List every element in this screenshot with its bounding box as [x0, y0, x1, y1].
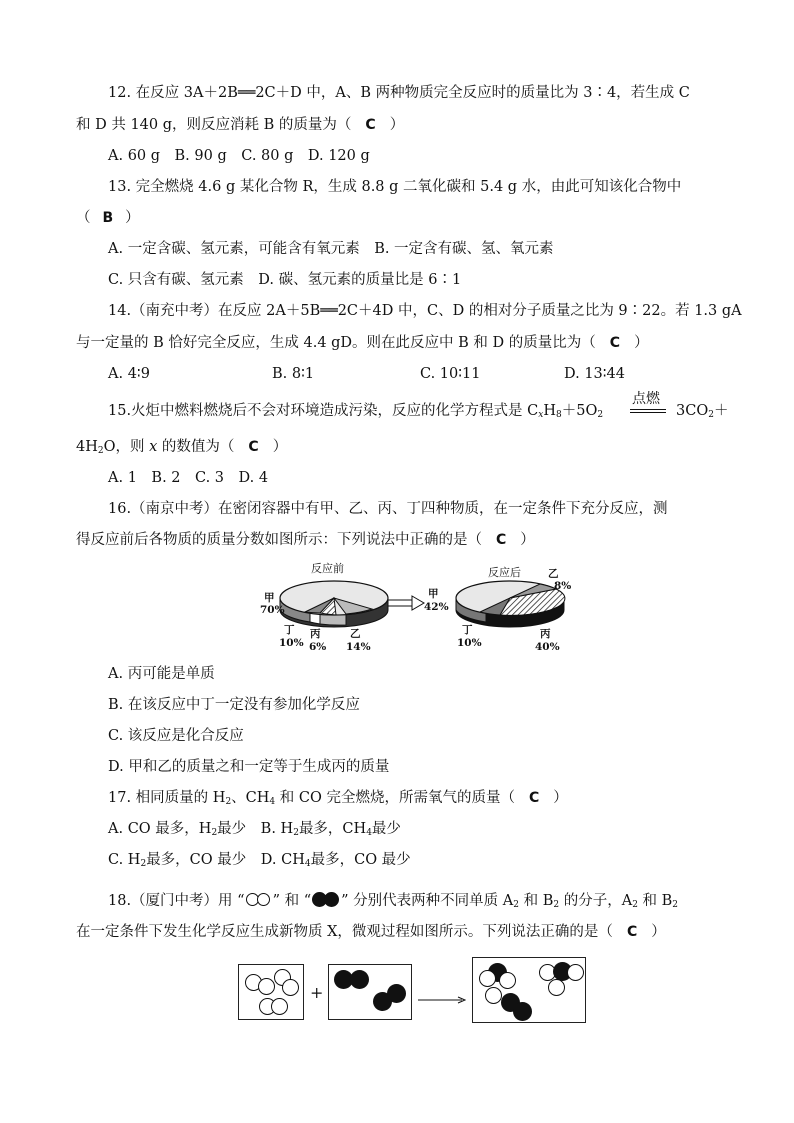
q14-stem: 14.（南充中考）在反应 2A＋5B══2C＋4D 中，C、D 的相对分子质量之比为 9∶22。若 1.3 gA [108, 303, 742, 319]
product-box [472, 957, 586, 1023]
pie-after-label-ding: 丁 [462, 624, 473, 636]
q17-stem: 17. 相同质量的 $H_2$、$CH_4$ 和 CO 完全燃烧，所需氧气的质量（ C ） [108, 790, 568, 807]
q16-answer: C [496, 532, 507, 548]
q13-answer: B [102, 210, 114, 226]
reactant-b-box [328, 964, 412, 1020]
equation-line-bottom [630, 412, 666, 413]
q12-stem: 12. 在反应 3A＋2B══2C＋D 中，A、B 两种物质完全反应时的质量比为 3∶4，若生成 C [108, 85, 690, 101]
q12-stem-cont: 和 D 共 140 g，则反应消耗 B 的质量为（ C ） [76, 117, 405, 133]
pie-before-label-yi: 乙 [350, 628, 361, 640]
process-arrow-icon [418, 990, 466, 1000]
q14-answer: C [609, 335, 621, 351]
q15-stem: 15.火炬中燃料燃烧后不会对环境造成污染，反应的化学方程式是 $C_xH_8+5O_2$ [108, 403, 604, 420]
pie-before [280, 581, 388, 627]
plus-sign: + [310, 983, 324, 1002]
black-molecule-icon [311, 892, 341, 907]
q18-answer: C [626, 924, 638, 940]
black-atom [387, 984, 406, 1003]
q16-figure [250, 560, 590, 660]
white-molecule-icon [245, 893, 273, 907]
reactant-a-box [238, 964, 304, 1020]
equation-line-top [630, 409, 666, 410]
q13-stem: 13. 完全燃烧 4.6 g 某化合物 R，生成 8.8 g 二氧化碳和 5.4 g 水，由此可知该化合物中 [108, 179, 682, 195]
black-atom [350, 970, 369, 989]
pie-before-label-ding: 丁 [284, 624, 295, 636]
pie-before-pct-ding: 10% [279, 637, 304, 649]
white-atom [271, 998, 288, 1015]
reaction-condition: 点燃 [632, 391, 660, 407]
pie-after-pct-yi: 8% [554, 580, 572, 592]
pie-after-pct-ding: 10% [457, 637, 482, 649]
black-atom [513, 1002, 532, 1021]
q15-answer: C [248, 439, 259, 455]
pie-after-label-bing: 丙 [540, 628, 551, 640]
pie-before-label-bing: 丙 [310, 628, 321, 640]
pie-after-pct-bing: 40% [535, 641, 560, 653]
pie-after-label-jia: 甲 [428, 588, 439, 600]
white-atom [282, 979, 299, 996]
white-atom [479, 970, 496, 987]
q18-stem: 18.（厦门中考）用 “ ” 和 “ ” 分别代表两种不同单质 $A_2$ 和 $B_2$ 的分子，$A_2$ 和 $B_2$ [108, 893, 679, 910]
q12-answer: C [365, 117, 376, 133]
pie-before-title: 反应前 [311, 562, 344, 575]
pie-after [456, 581, 565, 627]
white-atom [485, 987, 502, 1004]
pie-after-label-yi: 乙 [548, 568, 559, 580]
pie-before-pct-yi: 14% [346, 641, 371, 653]
white-atom [258, 978, 275, 995]
white-atom [548, 979, 565, 996]
pie-after-pct-jia: 42% [424, 601, 449, 613]
pie-before-pct-bing: 6% [309, 641, 327, 653]
white-atom [567, 964, 584, 981]
pie-before-pct-jia: 70% [260, 604, 285, 616]
pie-before-label-jia: 甲 [264, 592, 275, 604]
white-atom [499, 972, 516, 989]
q17-answer: C [528, 790, 540, 806]
q16-stem: 16.（南京中考）在密闭容器中有甲、乙、丙、丁四种物质，在一定条件下充分反应，测 [108, 501, 668, 517]
pie-after-title: 反应后 [488, 566, 521, 579]
arrow-icon [388, 596, 424, 610]
